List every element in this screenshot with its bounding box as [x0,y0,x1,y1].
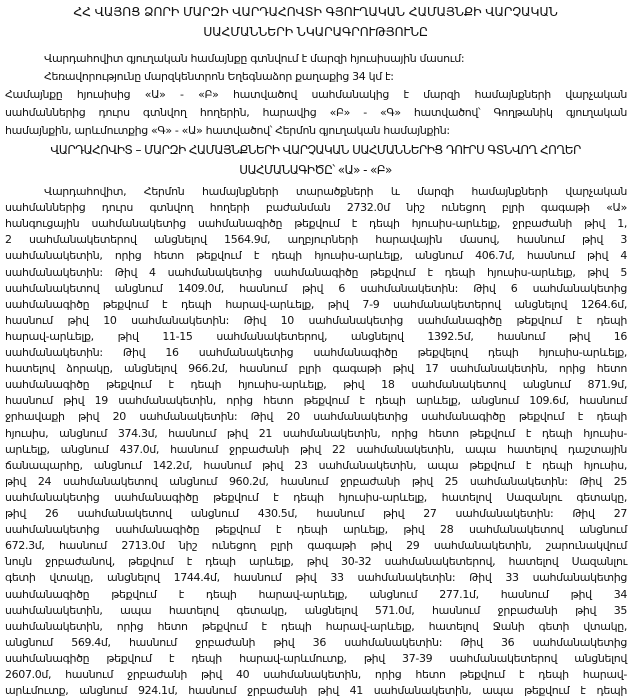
body-line: սահմանակետին, ապա հատելով գետակը, անցնելով 571.0մ, հասնում ջրբաժանի թիվ 35 [5,603,627,617]
intro-line: սահմաններից դուրս գտնվող հողերին, հարավից «Բ» - «Գ» հատվածով՝ Գողթանիկ գյուղական [5,106,627,119]
body-line: թիվ 26 սահմանակետով անցնում 430.5մ, հասնում թիվ 27 սահմանակետին: Թիվ 27 [5,507,627,520]
body-line: անցնում 569.4մ, հասնում ջրբաժանի թիվ 36 սահմանակետին: Թիվ 36 սահմանակետից [5,635,627,649]
section-heading-line-1: ՎԱՐԴԱՀՈՎԻՏ – ՄԱՐԶԻ ՀԱՄԱՅՆՔՆԵՐԻ ՎԱՐՉԱԿԱՆ ՍԱՀՄԱՆՆԵՐԻՑ ԴՈՒՐՍ ԳՏՆՎՈՂ ՀՈՂԵՐ [50,143,581,157]
body-line: 2607.0մ, հասնում ջրբաժանի թիվ 40 սահմանակետին, որից հետո թեքվում է դեպի հարավ- [5,668,627,681]
body-line: ճանապարհը, անցնում 142.2մ, հասնում թիվ 23 սահմանակետին, ապա թեքվում է դեպի հյուսիս, [5,458,627,472]
intro-line: համայնքին, արևմուտքից «Գ» - «Ա» հատվածով՝ Հերմոն գյուղական համայնքին: [5,124,450,137]
body-line: սահմանագիծը թեքվում է դեպի հարավ-արևմուտք, թիվ 37-39 սահմանակետերով անցնելով [5,651,627,665]
body-line: սահմանակետից սահմանագիծը թեքվում է դեպի հյուսիս-արևելք, հատելով Սազանլու գետակը, [5,490,627,504]
body-line: թիվ 24 սահմանակետով անցնում 960.2մ, հասնում ջրբաժանի թիվ 25 սահմանակետին: Թիվ 25 [5,474,627,488]
document-title-line-1: ՀՀ ՎԱՅՈՑ ՁՈՐԻ ՄԱՐԶԻ ՎԱՐԴԱՀՈՎՏԻ ԳՅՈՒՂԱԿԱՆ ՀԱՄԱՅՆՔԻ ՎԱՐՉԱԿԱՆ [73,4,558,19]
intro-line: Համայնքը հյուսիսից «Ա» - «Բ» հատվածով սահմանակից է մարզի համայնքների վարչական [5,88,627,101]
body-line: սահմաններից դուրս գտնվող հողերի բաժանման 2732.0մ նիշ ունեցող բլրի գագաթի «Ա» [5,201,627,215]
body-line: սահմանակետին, որից հետո թեքվում է դեպի հյուսիս-արևելք, անցնում 406.7մ, հասնում թիվ 4 [5,249,627,263]
body-line: հասնում թիվ 19 սահմանակետին, որից հետո թեքվում է դեպի արևելք, անցնում 109.6մ, հասնում [5,394,627,408]
body-line: սահմանակետից սահմանագիծը թեքվում է դեպի արևելք, թիվ 28 սահմանակետով անցնում [5,523,627,537]
body-line: 2 սահմանակետերով անցնելով 1564.9մ, աղբյուրների հարավային մասով, հասնում թիվ 3 [5,233,627,247]
body-line: սահմանագիծը թեքվում է դեպի հարավ-արևելք, անցնում 277.1մ, հասնում թիվ 34 [5,587,627,601]
body-line: սահմանագիծը թեքվում է դեպի հյուսիս-արևելք, թիվ 18 սահմանակետով անցնում 871.9մ, [5,378,627,392]
body-line: հյուսիս, անցնում 374.3մ, հասնում թիվ 21 սահմանակետին, որից հետո թեքվում է դեպի հյուսիս- [5,426,627,440]
body-line: հասնում թիվ 10 սահմանակետին: Թիվ 10 սահմանակետից սահմանագիծը թեքվում է դեպի [5,313,627,327]
body-line: ջրհավաքի թիվ 20 սահմանակետին: Թիվ 20 սահմանակետից սահմանագիծը թեքվում է դեպի [5,410,627,424]
intro-line: Հեռավորությունը մարզկենտրոն Եղեգնաձոր քաղաքից 34 կմ է: [44,70,394,83]
body-line: 672.3մ, հասնում 2713.0մ նիշ ունեցող բլրի գագաթի թիվ 29 սահմանակետին, շարունակվում [5,539,627,553]
body-line: արևմուտք, անցնում 924.1մ, հասնում ջրբաժանի թիվ 41 սահմանակետին, ապա թեքվում է դեպի [5,684,627,698]
body-line: գետի վտակը, անցնելով 1744.4մ, հասնում թիվ 33 սահմանակետին: Թիվ 33 սահմանակետից [5,571,627,585]
body-line: հարավ-արևելք, թիվ 11-15 սահմանակետերով, անցնելով 1392.5մ, հասնում թիվ 16 [5,329,627,343]
body-line: արևելք, անցնում 437.0մ, հասնում ջրբաժանի թիվ 22 սահմանակետին, ապա հատելով դաշտային [5,442,627,456]
body-line: սահմանագիծը թեքվում է դեպի հարավ-արևելք, թիվ 7-9 սահմանակետերով անցնելով 1264.6մ, [5,297,627,311]
body-line: սահմանակետին: Թիվ 4 սահմանակետից սահմանագիծը թեքվում է դեպի հյուսիս-արևելք, թիվ 5 [5,265,627,279]
body-line: սահմանակետով անցնում 1409.0մ, հասնում թիվ 6 սահմանակետին: Թիվ 6 սահմանակետից [5,281,627,295]
body-line: հանգուցային սահմանակետից սահմանագիծը թեքվում է դեպի հյուսիս-արևելք, ջրբաժանի թիվ 1, [5,217,627,231]
intro-line: Վարդահովիտ գյուղական համայնքը գտնվում է մարզի հյուսիսային մասում: [44,52,465,65]
document-title-line-2: ՍԱՀՄԱՆՆԵՐԻ ՆԿԱՐԱԳՐՈՒԹՅՈՒՆԸ [203,24,428,39]
body-line: սահմանակետին, որից հետո թեքվում է դեպի հարավ-արևելք, հատելով Ջանի գետի վտակը, [5,619,627,633]
body-line: հատելով ձորակը, անցնելով 966.2մ, հասնում բլրի գագաթի թիվ 17 սահմանակետին, որից հետո [5,362,627,376]
body-line: սահմանակետին: Թիվ 16 սահմանակետից սահմանագիծը թեքվելով դեպի հյուսիս-արևելք, [5,346,627,359]
body-line: նույն ջրբաժանով, թեքվում է դեպի արևելք, թիվ 30-32 սահմանակետերով, հատելով Սազանլու [5,555,627,569]
section-heading-line-2: ՍԱՀՄԱՆԱԳԻԾԸ՝ «Ա» - «Բ» [239,163,392,177]
body-line: Վարդահովիտ, Հերմոն համայնքների տարածքների և մարզի համայնքների վարչական [44,185,627,198]
